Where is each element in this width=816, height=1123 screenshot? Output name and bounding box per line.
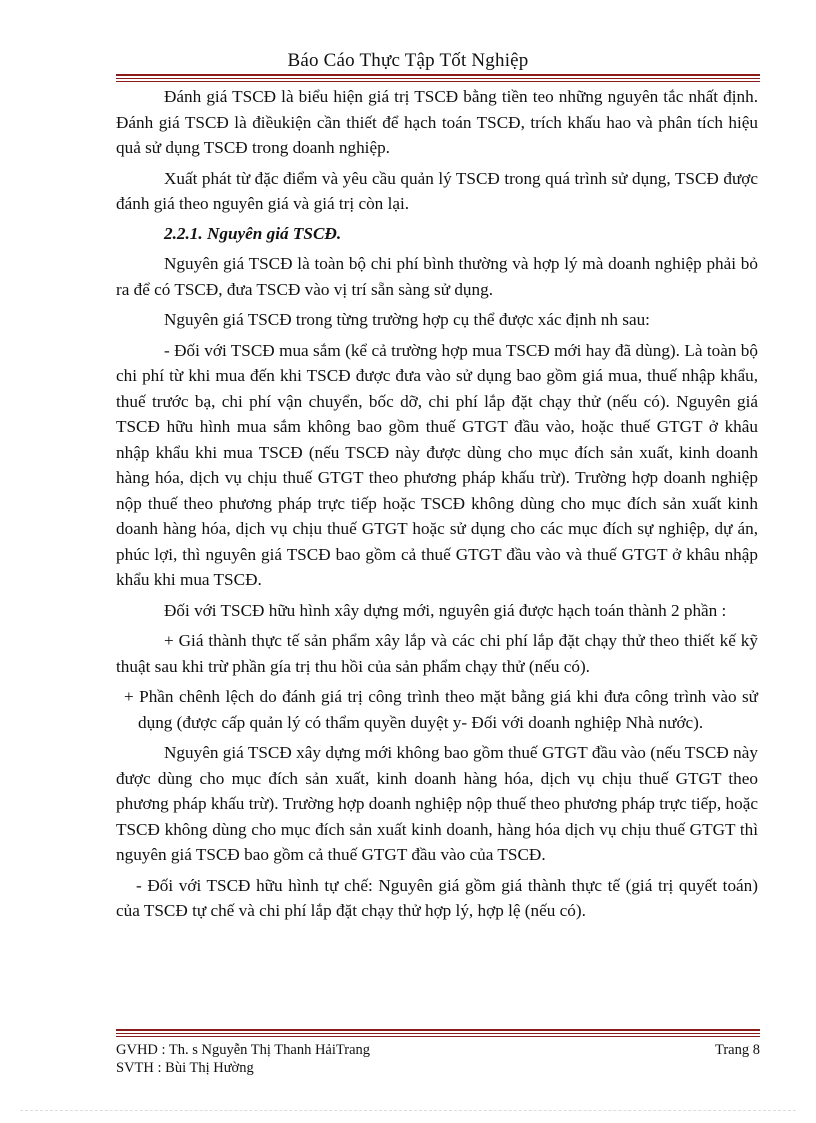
page-bottom-divider [20,1110,796,1111]
paragraph: + Giá thành thực tế sản phẩm xây lắp và các chi phí lắp đặt chạy thử theo thiết kế kỹ thuật sau khi trừ phần gía trị thu hồi của sản phẩm chạy thử (nếu có). [116,631,758,676]
footer-student: SVTH : Bùi Thị Hường [116,1060,254,1076]
footer-supervisor: GVHD : Th. s Nguyễn Thị Thanh HảiTrang [116,1042,371,1058]
paragraph: Đối với TSCĐ hữu hình xây dựng mới, nguyên giá được hạch toán thành 2 phần : [164,600,727,620]
header-rule [116,74,760,82]
footer-rule [116,1029,760,1037]
page-header-title: Báo Cáo Thực Tập Tốt Nghiệp [287,50,529,71]
paragraph: Nguyên giá TSCĐ là toàn bộ chi phí bình thường và hợp lý mà doanh nghiệp phải bỏ ra để có TSCĐ, đưa TSCĐ vào vị trí sẵn sàng sử dụng. [116,254,758,299]
paragraph: - Đối với TSCĐ mua sắm (kể cả trường hợp mua TSCĐ mới hay đã dùng). Là toàn bộ chi phí từ khi mua đến khi TSCĐ được đưa vào sử dụng bao gồm giá mua, thuế nhập khẩu, thuế trước bạ, chi phí vận chuyển, bốc dỡ, chi phí lắp đặt chạy thử (nếu có). Nguyên giá TSCĐ hữu hình mua sắm không bao gồm thuế GTGT đầu vào, hoặc thuế GTGT ở khâu nhập khẩu khi mua TSCĐ (nếu TSCĐ này được dùng cho mục đích sản xuất, kinh doanh hàng hóa, dịch vụ chịu thuế GTGT theo phương pháp khấu trừ). Trường hợp doanh nghiệp nộp thuế theo phương pháp trực tiếp hoặc TSCĐ không dùng cho mục đích sản xuất kinh doanh hàng hóa, dịch vụ chịu thuế GTGT hoặc sử dụng cho các mục đích sự nghiệp, dự án, phúc lợi, thì nguyên giá TSCĐ bao gồm cả thuế GTGT đầu vào và thuế GTGT ở khâu nhập khẩu khi mua TSCĐ. [116,340,758,589]
paragraph: Nguyên giá TSCĐ trong từng trường hợp cụ thể được xác định nh sau: [164,310,650,329]
page-number: Trang 8 [715,1042,760,1058]
paragraph: - Đối với TSCĐ hữu hình tự chế: Nguyên giá gồm giá thành thực tế (giá trị quyết toán) của TSCĐ tự chế và chi phí lắp đặt chạy thử hợp lý, hợp lệ (nếu có). [116,875,758,920]
page-footer [116,1041,760,1077]
document-body [116,84,758,924]
paragraph: Nguyên giá TSCĐ xây dựng mới không bao gồm thuế GTGT đầu vào (nếu TSCĐ này được dùng cho mục đích sản xuất, kinh doanh hàng hóa, dịch vụ chịu thuế GTGT theo phương pháp khấu trừ). Trường hợp doanh nghiệp nộp thuế theo phương pháp trực tiếp, hoặc TSCĐ không dùng cho mục đích sản xuất kinh doanh, hàng hóa dịch vụ chịu thuế GTGT thì nguyên giá TSCĐ bao gồm cả thuế GTGT đầu vào của TSCĐ. [116,743,758,864]
paragraph: Đánh giá TSCĐ là biểu hiện giá trị TSCĐ bằng tiền teo những nguyên tắc nhất định. Đánh giá TSCĐ là điềukiện cần thiết để hạch toán TSCĐ, trích khấu hao và phân tích hiệu quả sử dụng TSCĐ trong doanh nghiệp. [116,87,758,157]
paragraph: + Phần chênh lệch do đánh giá trị công trình theo mặt bằng giá khi đưa công trình vào sử dụng (được cấp quản lý có thẩm quyền duyệt y- Đối với doanh nghiệp Nhà nước). [124,687,758,732]
section-heading: 2.2.1. Nguyên giá TSCĐ. [164,223,342,243]
paragraph: Xuất phát từ đặc điểm và yêu cầu quản lý TSCĐ trong quá trình sử dụng, TSCĐ được đánh giá theo nguyên giá và giá trị còn lại. [116,168,758,213]
